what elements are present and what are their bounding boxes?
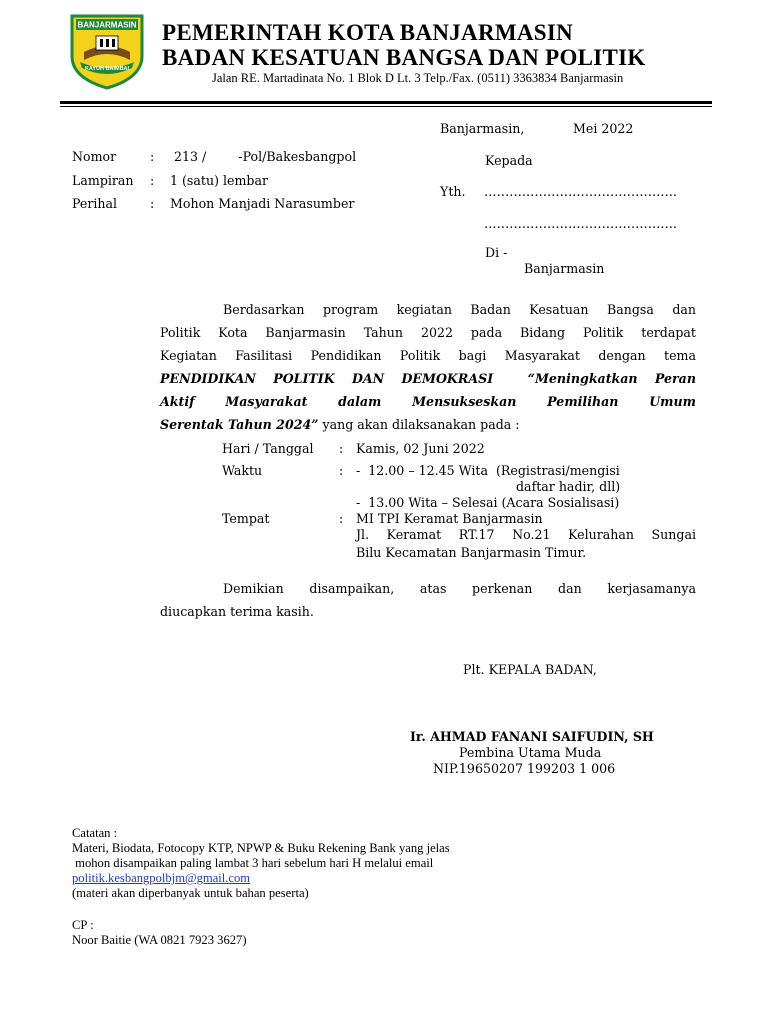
body-line-5: Aktif Masyarakat dalam Mensukseskan Pemilihan Umum xyxy=(160,394,696,409)
body-line-6 xyxy=(160,413,696,436)
lampiran-colon: : xyxy=(150,173,155,188)
hari-value: Kamis, 02 Juni 2022 xyxy=(356,441,485,456)
signature-rank: Pembina Utama Muda xyxy=(459,745,602,760)
logo-bottom-text: KAYUH BAIMBAI xyxy=(84,66,130,72)
waktu-line-1: - 12.00 – 12.45 Wita (Registrasi/mengisi xyxy=(356,463,620,478)
contact-heading: CP : xyxy=(72,918,94,932)
letterhead-agency: BADAN KESATUAN BANGSA DAN POLITIK xyxy=(162,45,646,70)
closing-line-1: Demikian disampaikan, atas perkenan dan kerjasamanya xyxy=(223,581,696,596)
body-paragraph xyxy=(160,298,696,436)
recipient-kepada: Kepada xyxy=(485,153,533,168)
nomor-label: Nomor xyxy=(72,149,117,164)
signature-title: Plt. KEPALA BADAN, xyxy=(463,662,597,677)
logo-top-text: BANJARMASIN xyxy=(77,20,137,30)
nomor-colon: : xyxy=(150,149,155,164)
tempat-colon: : xyxy=(339,511,344,526)
letterhead-rule-thin xyxy=(60,106,712,107)
tempat-line-3: Bilu Kecamatan Banjarmasin Timur. xyxy=(356,545,587,560)
notes-line-3: (materi akan diperbanyak untuk bahan peserta) xyxy=(72,886,309,900)
closing-line-2: diucapkan terima kasih. xyxy=(160,604,314,619)
waktu-line-2: - 13.00 Wita – Selesai (Acara Sosialisasi) xyxy=(356,495,620,510)
recipient-dots-2: ………………………………………. xyxy=(484,216,677,231)
letterhead-address: Jalan RE. Martadinata No. 1 Blok D Lt. 3 Telp./Fax. (0511) 3363834 Banjarmasin xyxy=(212,71,624,85)
perihal-colon: : xyxy=(150,196,155,211)
recipient-dots-1: ………………………………………. xyxy=(484,184,677,199)
hari-colon: : xyxy=(339,441,344,456)
city-emblem-logo xyxy=(66,12,148,90)
date-place: Banjarmasin, xyxy=(440,121,525,136)
body-line-2: Politik Kota Banjarmasin Tahun 2022 pada Bidang Politik terdapat xyxy=(160,325,696,340)
lampiran-label: Lampiran xyxy=(72,173,134,188)
perihal-label: Perihal xyxy=(72,196,118,211)
signature-name: Ir. AHMAD FANANI SAIFUDIN, SH xyxy=(410,729,654,744)
contact-person: Noor Baitie (WA 0821 7923 3627) xyxy=(72,933,247,947)
body-line-3: Kegiatan Fasilitasi Pendidikan Politik bagi Masyarakat dengan tema xyxy=(160,348,696,363)
notes-email-link[interactable]: politik.kesbangpolbjm@gmail.com xyxy=(72,871,251,885)
tempat-label: Tempat xyxy=(222,511,270,526)
closing-paragraph xyxy=(160,577,696,623)
lampiran-value: 1 (satu) lembar xyxy=(170,173,269,188)
recipient-yth: Yth. xyxy=(440,184,466,199)
signature-nip: NIP.19650207 199203 1 006 xyxy=(433,761,616,776)
notes-line-1: Materi, Biodata, Fotocopy KTP, NPWP & Buku Rekening Bank yang jelas xyxy=(72,841,450,855)
nomor-value: 213 / -Pol/Bakesbangpol xyxy=(174,149,357,164)
body-line-6-bold: Serentak Tahun 2024” xyxy=(160,417,319,432)
waktu-label: Waktu xyxy=(222,463,263,478)
waktu-colon: : xyxy=(339,463,344,478)
recipient-city: Banjarmasin xyxy=(524,261,605,276)
letterhead-government: PEMERINTAH KOTA BANJARMASIN xyxy=(162,20,574,45)
recipient-di: Di - xyxy=(485,245,508,260)
hari-label: Hari / Tanggal xyxy=(222,441,314,456)
body-line-6-rest: yang akan dilaksanakan pada : xyxy=(318,417,520,432)
body-line-1: Berdasarkan program kegiatan Badan Kesatuan Bangsa dan xyxy=(223,302,696,317)
tempat-line-1: MI TPI Keramat Banjarmasin xyxy=(356,511,543,526)
perihal-value: Mohon Manjadi Narasumber xyxy=(170,196,355,211)
waktu-line-1-cont: daftar hadir, dll) xyxy=(516,479,621,494)
notes-line-2: mohon disampaikan paling lambat 3 hari sebelum hari H melalui email xyxy=(72,856,434,870)
notes-heading: Catatan : xyxy=(72,826,118,840)
body-line-4: PENDIDIKAN POLITIK DAN DEMOKRASI “Meningkatkan Peran xyxy=(160,371,696,386)
letterhead-rule-thick xyxy=(60,101,712,104)
date-value: Mei 2022 xyxy=(573,121,634,136)
tempat-line-2: Jl. Keramat RT.17 No.21 Kelurahan Sungai xyxy=(356,527,696,542)
